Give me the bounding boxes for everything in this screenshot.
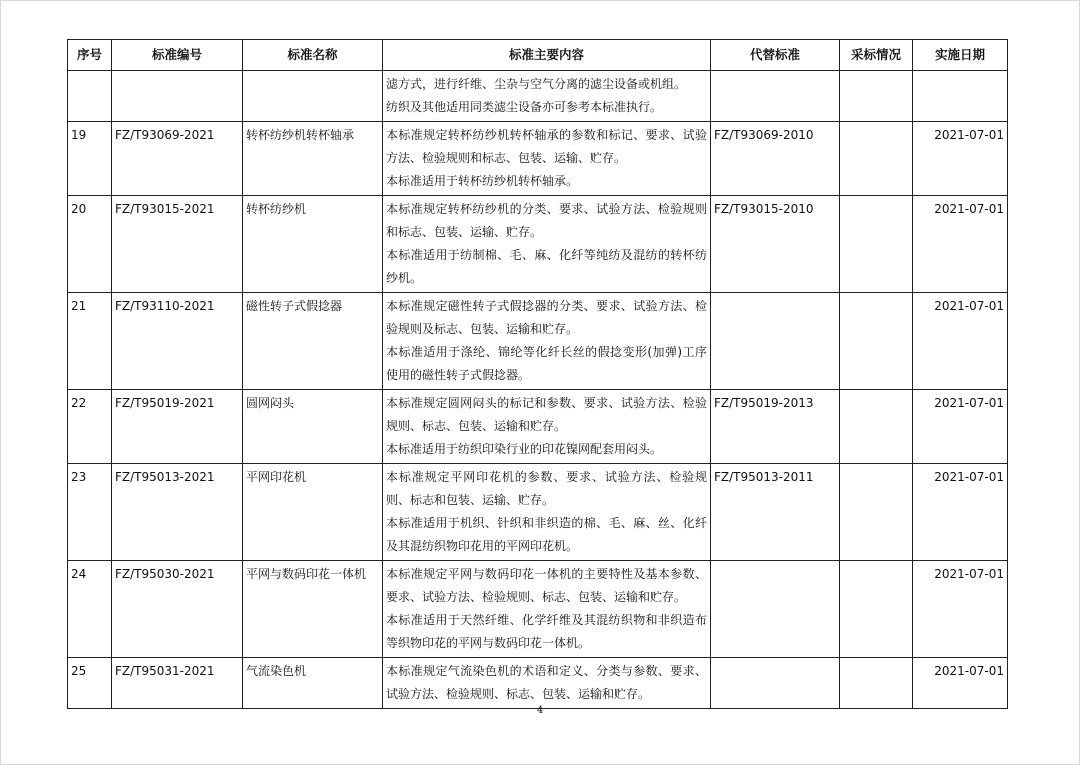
content-paragraph: 本标准规定转杯纺纱机的分类、要求、试验方法、检验规则和标志、包装、运输、贮存。 [386,202,707,239]
row-replaces: FZ/T93015-2010 [711,196,840,293]
continuation-row [68,71,1008,122]
content-paragraph: 本标准规定转杯纺纱机转杯轴承的参数和标记、要求、试验方法、检验规则和标志、包装、运输、贮存。 [386,128,707,165]
row-name: 平网与数码印花一体机 [243,561,383,658]
row-date: 2021-07-01 [913,293,1008,390]
content-paragraph: 本标准规定圆网闷头的标记和参数、要求、试验方法、检验规则、标志、包装、运输和贮存。 [386,396,707,433]
content-paragraph: 本标准适用于涤纶、锦纶等化纤长丝的假捻变形(加弹)工序使用的磁性转子式假捻器。 [386,345,707,382]
row-no: 25 [68,658,112,709]
row-replaces: FZ/T95013-2011 [711,464,840,561]
row-content [383,658,711,709]
row-adoption [840,122,913,196]
header-code: 标准编号 [112,40,243,71]
content-paragraph: 本标准适用于机织、针织和非织造的棉、毛、麻、丝、化纤及其混纺织物印花用的平网印花机。 [386,516,707,553]
row-code: FZ/T95031-2021 [112,658,243,709]
row-content [383,390,711,464]
row-name: 圆网闷头 [243,390,383,464]
row-no: 20 [68,196,112,293]
row-name: 转杯纺纱机转杯轴承 [243,122,383,196]
row-adoption [840,390,913,464]
row-name: 转杯纺纱机 [243,196,383,293]
row-name: 气流染色机 [243,658,383,709]
content-paragraph: 滤方式，进行纤维、尘杂与空气分离的滤尘设备或机组。 [386,77,687,91]
content-paragraph: 本标准适用于天然纤维、化学纤维及其混纺织物和非织造布等织物印花的平网与数码印花一体机。 [386,613,707,650]
row-replaces [711,293,840,390]
row-adoption [840,293,913,390]
row-date: 2021-07-01 [913,561,1008,658]
row-date: 2021-07-01 [913,196,1008,293]
table-row [68,464,1008,561]
row-replaces [711,658,840,709]
header-name: 标准名称 [243,40,383,71]
row-adoption [840,464,913,561]
row-code: FZ/T95030-2021 [112,561,243,658]
header-date: 实施日期 [913,40,1008,71]
row-content [383,122,711,196]
content-paragraph: 本标准适用于纺织印染行业的印花镍网配套用闷头。 [386,442,663,456]
table-row [68,390,1008,464]
table-row [68,658,1008,709]
row-name: 磁性转子式假捻器 [243,293,383,390]
row-date: 2021-07-01 [913,658,1008,709]
content-paragraph: 本标准适用于纺制棉、毛、麻、化纤等纯纺及混纺的转杯纺纱机。 [386,248,707,285]
header-no: 序号 [68,40,112,71]
row-no: 19 [68,122,112,196]
page-number: 4 [536,705,544,716]
row-code: FZ/T93110-2021 [112,293,243,390]
continuation-content [383,71,711,122]
row-code: FZ/T95013-2021 [112,464,243,561]
content-paragraph: 本标准规定平网印花机的参数、要求、试验方法、检验规则、标志和包装、运输、贮存。 [386,470,707,507]
content-paragraph: 本标准规定气流染色机的术语和定义、分类与参数、要求、试验方法、检验规则、标志、包装、运输和贮存。 [386,664,707,701]
table-header-row [68,40,1008,71]
table-row [68,196,1008,293]
content-paragraph: 纺织及其他适用同类滤尘设备亦可参考本标准执行。 [386,100,663,114]
row-name: 平网印花机 [243,464,383,561]
header-adoption: 采标情况 [840,40,913,71]
header-replaces: 代替标准 [711,40,840,71]
row-content [383,293,711,390]
row-date: 2021-07-01 [913,122,1008,196]
header-content: 标准主要内容 [383,40,711,71]
row-code: FZ/T93069-2021 [112,122,243,196]
table-row [68,122,1008,196]
row-code: FZ/T95019-2021 [112,390,243,464]
table-row [68,561,1008,658]
content-paragraph: 本标准规定平网与数码印花一体机的主要特性及基本参数、要求、试验方法、检验规则、标志、包装、运输和贮存。 [386,567,707,604]
row-no: 21 [68,293,112,390]
row-replaces: FZ/T93069-2010 [711,122,840,196]
row-replaces [711,561,840,658]
content-paragraph: 本标准规定磁性转子式假捻器的分类、要求、试验方法、检验规则及标志、包装、运输和贮存。 [386,299,707,336]
row-no: 22 [68,390,112,464]
row-date: 2021-07-01 [913,464,1008,561]
row-no: 23 [68,464,112,561]
row-adoption [840,658,913,709]
row-date: 2021-07-01 [913,390,1008,464]
row-adoption [840,196,913,293]
table-row [68,293,1008,390]
row-code: FZ/T93015-2021 [112,196,243,293]
row-content [383,196,711,293]
row-replaces: FZ/T95019-2013 [711,390,840,464]
standards-table [67,39,1008,709]
row-adoption [840,561,913,658]
row-content [383,464,711,561]
row-content [383,561,711,658]
content-paragraph: 本标准适用于转杯纺纱机转杯轴承。 [386,174,579,188]
row-no: 24 [68,561,112,658]
